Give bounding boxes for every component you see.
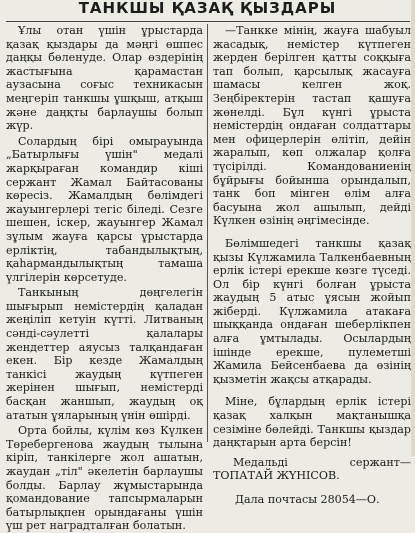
paragraph: Бөлімшедегі танкшы қазақ қызы Күлжамила Талкенбаевның ерлік істері ерекше көзге түседі. Ол бір күнгі болған ұрыста жаудың 5 атыс ұясын жойып жіберді. Күлжамила атакаға шыққанда ондаған шеберлікпен алға ұмтылады. Осылардың ішінде ерекше, пулеметші Жамила Бейсенбаева да өзінің қызметін жақсы атқарады.: [213, 236, 411, 386]
paragraph: Орта бойлы, күлім көз Күлкен Төребергенова жаудың тылына кіріп, танкілерге жол ашатын, жаудан „тіл" әкелетін барлаушы болды. Барлау жұмыстарында қомандование тапсырмаларын батырлықпен орындағаны үшін үш рет наградталған болатын.: [6, 424, 203, 533]
field-mail-address: Дала почтасы 28054—О.: [235, 493, 380, 506]
paragraph: Ұлы отан үшін ұрыстарда қазақ қыздары да мәңгі өшпес даңқы бөленуде. Олар өздерінің жастығына қарамастан аузасына соғыс техникасын меңгеріп танкшы ұшқыш, атқыш және даңқты барлаушы болып жүр.: [6, 24, 203, 133]
right-column: [213, 24, 411, 507]
paragraph: —Танкке мінің, жауға шабуыл жасадық, немістер күтпеген жерден берілген қатты соққыға тап болып, қарсылық жасауға шамасы келген жоқ. Зеңбіректерін тастап қашуға жөнелді. Бұл күнгі ұрыста немістердің ондаған солдаттары мен офицерлерін өлітіп, дейін жаралып, көп олжалар қолға түсірілді. Командованиенің бұйрығы бойынша орындалып, танк боп мінген өлім алға басуына жол ашылып, дейді Күлкен өзінің әңгімесінде.: [213, 24, 411, 228]
column-divider: [207, 24, 208, 442]
paragraph: Танкының дөңгелегін шығырып немістердің қаладан жеңіліп кетуін күтті. Литваның сәнді-сәулетті қалалары жендеттер аяусыз талқандаған екен. Бір кезде Жамалдың танкісі жаудың күтпеген жерінен шығып, немістерді басқан жаншып, жаудың оқ ататын ұяларының үнін өшірді.: [6, 286, 203, 422]
author-signature: Медальді сержант—ТОПАТАЙ ЖҮНІСОВ.: [213, 455, 411, 483]
article-title: ТАНКШЫ ҚАЗАҚ ҚЫЗДАРЫ: [73, 0, 343, 17]
title-underline: [6, 21, 410, 22]
article-header: [0, 0, 415, 20]
paragraph: Солардың бірі омырауында „Батырлығы үшін" медалі жарқыраған командир кіші сержант Жамал Байтасованы көресіз. Жамалдың бөлімдегі жауынгерлері тегіс біледі. Сезге шешен, іскер, жауынгер Жамал зұлым жауға қарсы ұрыстарда ерліктің, табандылықтың, қаһармандылықтың тамаша үлгілерін көрсетуде.: [6, 134, 203, 284]
page-edge: [411, 0, 415, 456]
section-gap: [213, 386, 411, 395]
section-gap: [213, 228, 411, 237]
paragraph: Міне, бұлардың ерлік істері қазақ халқын мақтанышқа сезіміне бөлейді. Танкшы қыздар даңқтарын арта берсін!: [213, 395, 411, 450]
left-column: [6, 24, 203, 533]
